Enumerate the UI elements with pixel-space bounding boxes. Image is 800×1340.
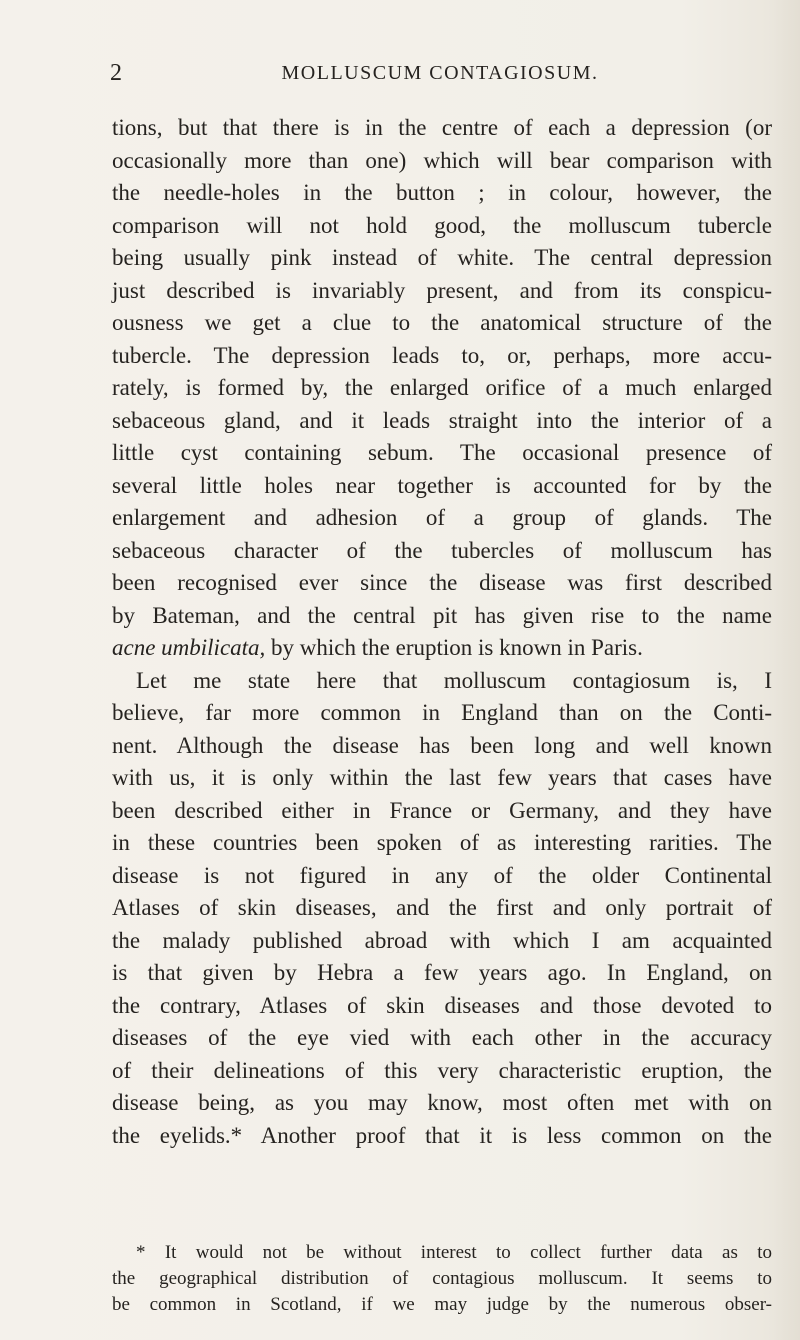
- text-line: just described is invariably present, and from its conspicu-: [112, 277, 772, 303]
- page-number: 2: [110, 60, 122, 86]
- page-header: [110, 56, 770, 90]
- text-line: been described either in France or Germany, and they have: [112, 797, 772, 823]
- text-line: diseases of the eye vied with each other in the accuracy: [112, 1025, 772, 1050]
- text-line: tubercle. The depression leads to, or, perhaps, more accu-: [112, 342, 772, 368]
- text-line: Atlases of skin diseases, and the first and only portrait of: [112, 895, 772, 920]
- text-line: the malady published abroad with which I am acquainted: [112, 927, 772, 953]
- text-line: the contrary, Atlases of skin diseases and those devoted to: [112, 992, 772, 1018]
- text-line: disease being, as you may know, most often met with on: [112, 1090, 772, 1115]
- text-line: little cyst containing sebum. The occasional presence of: [112, 440, 772, 465]
- footnote-line: * It would not be without interest to collect further data as to: [136, 1242, 772, 1263]
- text-line: with us, it is only within the last few years that cases have: [112, 765, 772, 790]
- body-text: [112, 112, 772, 1152]
- text-line: believe, far more common in England than on the Conti-: [112, 700, 772, 725]
- text-line: nent. Although the disease has been long and well known: [112, 732, 772, 758]
- text-line: Let me state here that molluscum contagiosum is, I: [136, 667, 772, 693]
- text-line-rest: by which the eruption is known in Paris.: [265, 635, 643, 660]
- text-line: disease is not figured in any of the older Continental: [112, 862, 772, 888]
- text-line: is that given by Hebra a few years ago. In England, on: [112, 960, 772, 985]
- text-line: several little holes near together is accounted for by the: [112, 472, 772, 498]
- text-line: the needle-holes in the button ; in colour, however, the: [112, 180, 772, 205]
- text-line: sebaceous gland, and it leads straight into the interior of a: [112, 407, 772, 433]
- text-line: ousness we get a clue to the anatomical structure of the: [112, 310, 772, 335]
- text-line: tions, but that there is in the centre of each a depression (or: [112, 115, 772, 140]
- italic-term: acne umbilicata,: [112, 635, 266, 660]
- footnote-line: the geographical distribution of contagious molluscum. It seems to: [112, 1268, 772, 1289]
- footnote-line: be common in Scotland, if we may judge by the numerous obser-: [112, 1294, 772, 1315]
- text-line: occasionally more than one) which will bear comparison with: [112, 147, 772, 173]
- text-line: in these countries been spoken of as interesting rarities. The: [112, 830, 772, 855]
- running-head: MOLLUSCUM CONTAGIOSUM.: [281, 62, 599, 84]
- text-line: enlargement and adhesion of a group of glands. The: [112, 505, 772, 530]
- footnote: [112, 1240, 772, 1318]
- text-line: of their delineations of this very characteristic eruption, the: [112, 1057, 772, 1083]
- text-line: comparison will not hold good, the molluscum tubercle: [112, 212, 772, 238]
- text-line: [112, 632, 772, 665]
- text-line: rately, is formed by, the enlarged orifice of a much enlarged: [112, 375, 772, 400]
- text-line: sebaceous character of the tubercles of molluscum has: [112, 537, 772, 563]
- text-line: been recognised ever since the disease was first described: [112, 570, 772, 595]
- text-line: by Bateman, and the central pit has given rise to the name: [112, 602, 772, 628]
- text-line: being usually pink instead of white. The central depression: [112, 245, 772, 270]
- text-line: the eyelids.* Another proof that it is less common on the: [112, 1122, 772, 1148]
